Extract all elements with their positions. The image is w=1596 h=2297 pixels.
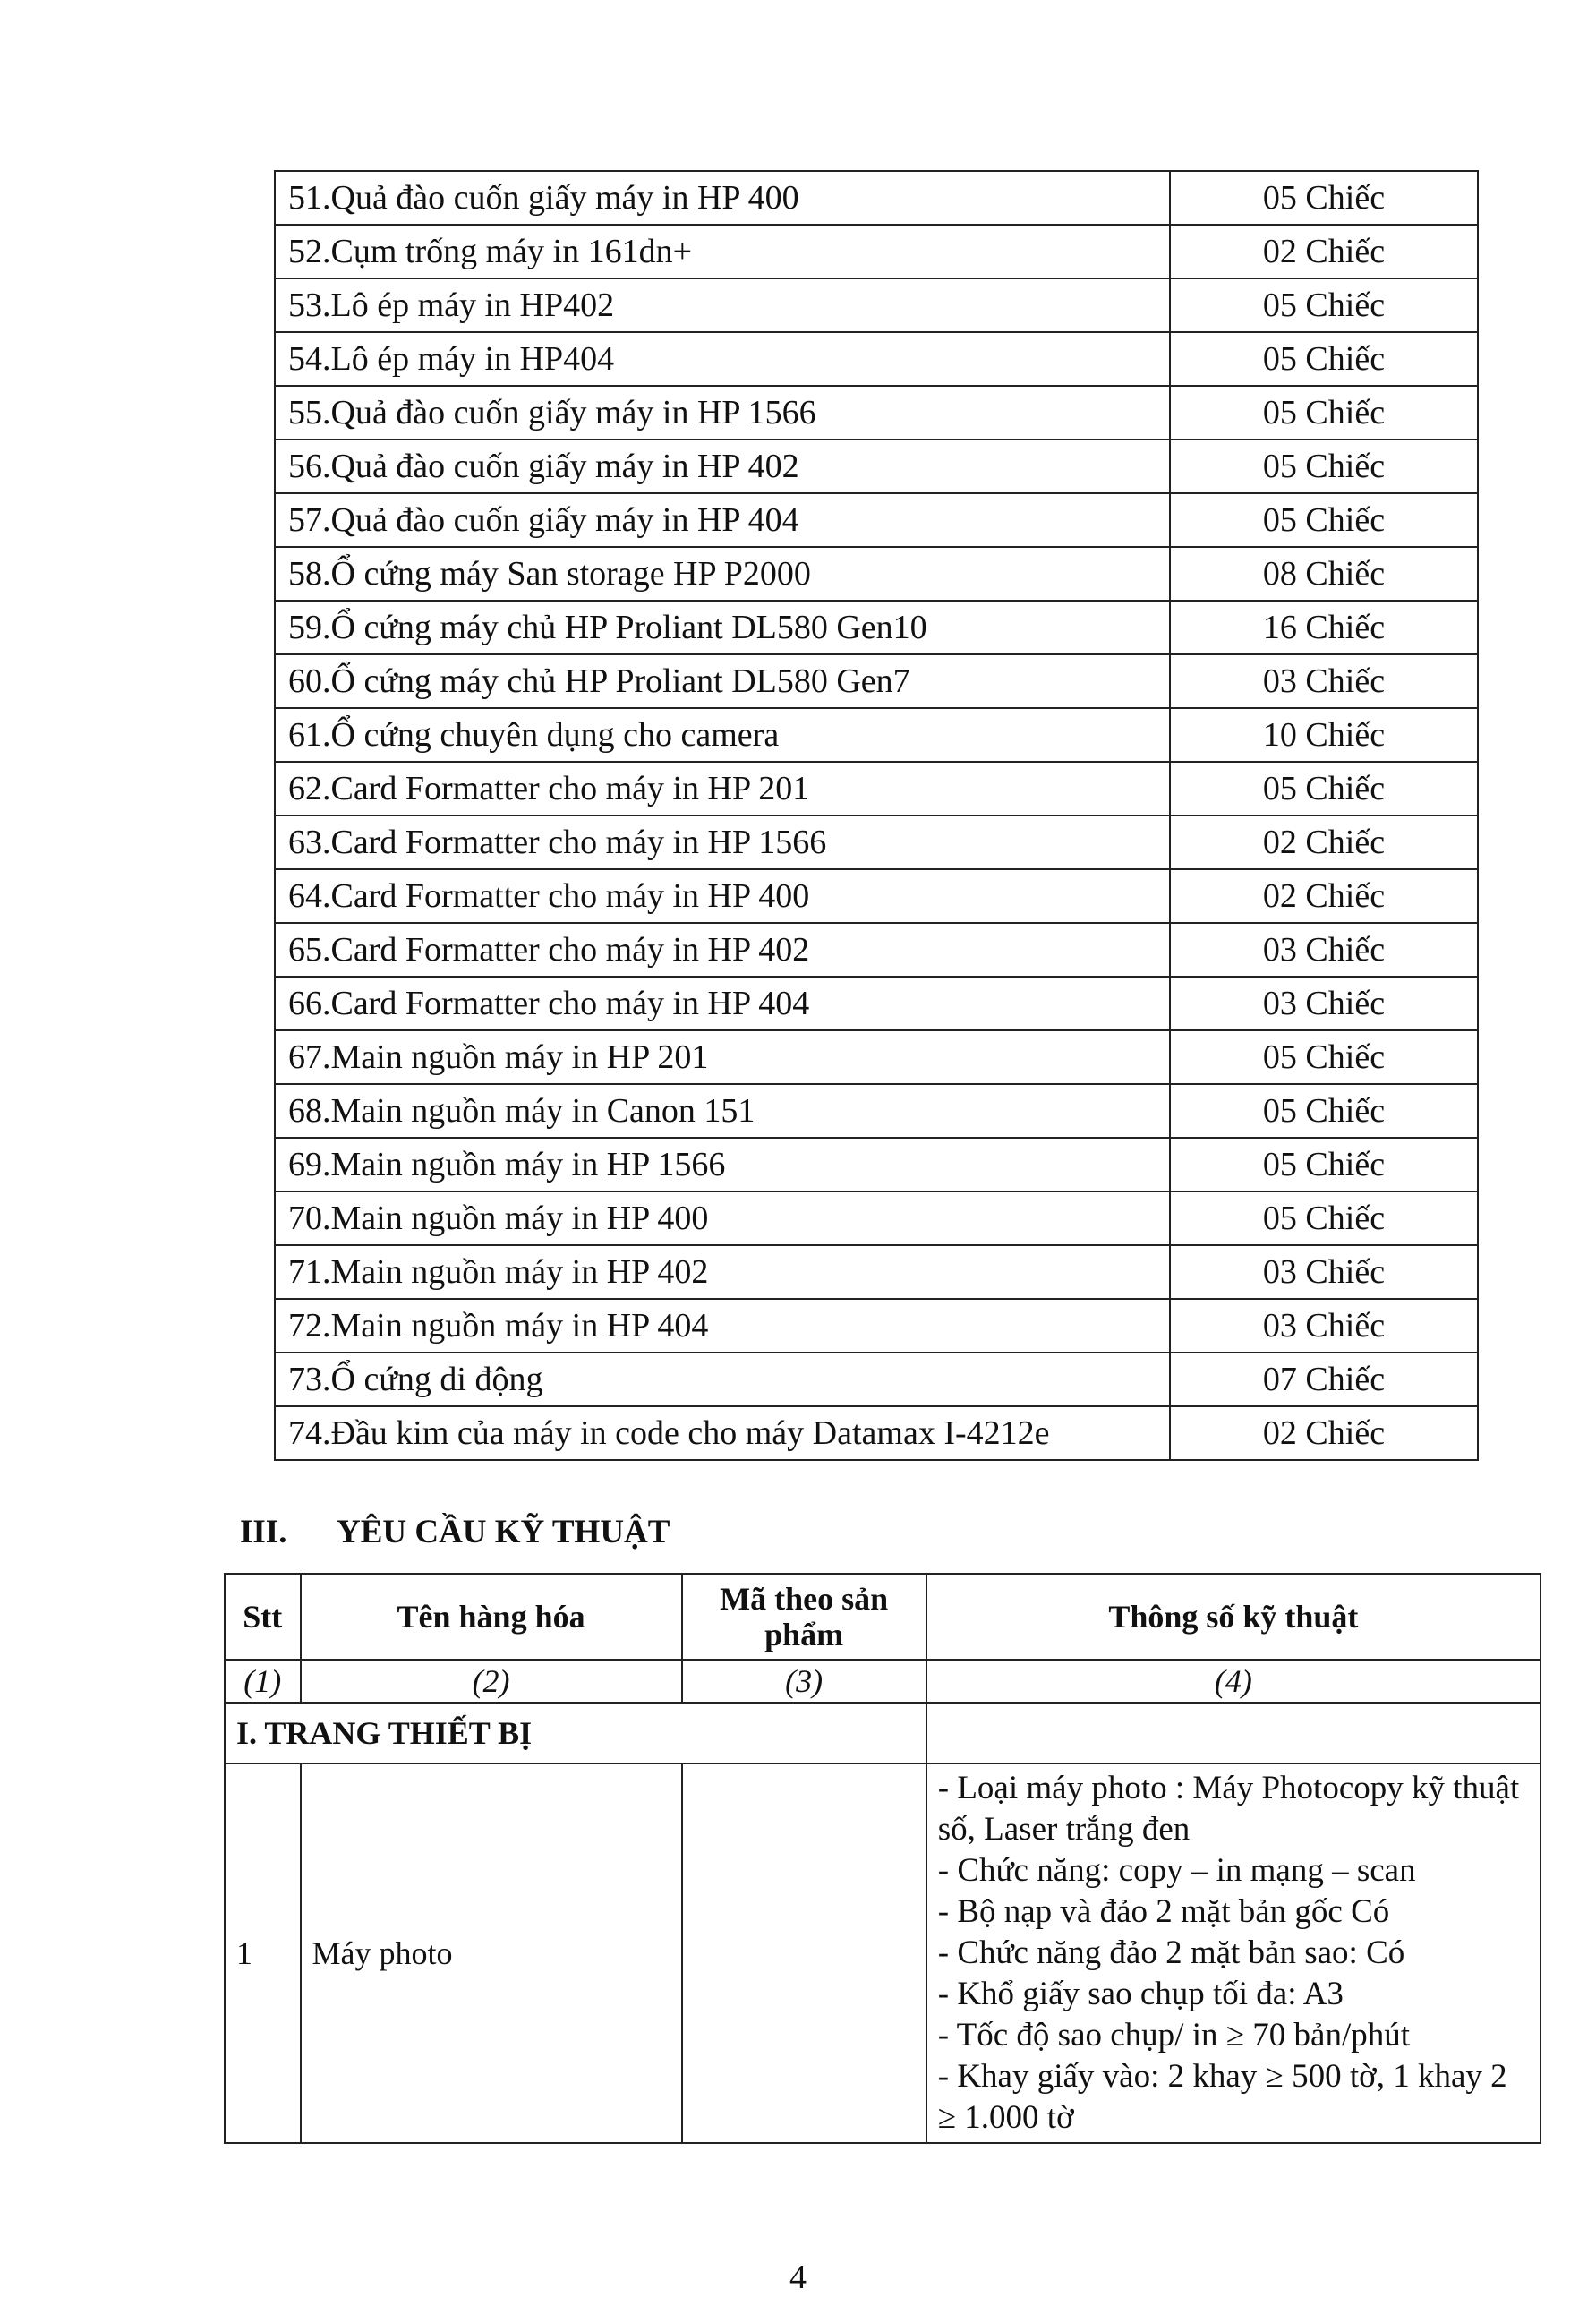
index-cell-1: (1) (225, 1660, 301, 1703)
spec-line: - Bộ nạp và đảo 2 mặt bản gốc Có (937, 1893, 1390, 1930)
spec-line: - Khổ giấy sao chụp tối đa: A3 (937, 1976, 1344, 2012)
item-name: 70.Main nguồn máy in HP 400 (275, 1191, 1170, 1245)
item-name: 54.Lô ép máy in HP404 (275, 332, 1170, 386)
item-name: 73.Ổ cứng di động (275, 1353, 1170, 1406)
item-row (275, 332, 1478, 386)
item-quantity: 02 Chiếc (1170, 1406, 1478, 1460)
item-name: 71.Main nguồn máy in HP 402 (275, 1245, 1170, 1299)
item-row (275, 762, 1478, 815)
item-quantity: 05 Chiếc (1170, 278, 1478, 332)
index-cell-3: (3) (682, 1660, 926, 1703)
item-row (275, 1406, 1478, 1460)
item-name: 53.Lô ép máy in HP402 (275, 278, 1170, 332)
item-quantity: 08 Chiếc (1170, 547, 1478, 601)
item-row (275, 708, 1478, 762)
spec-line: - Tốc độ sao chụp/ in ≥ 70 bản/phút (937, 2017, 1411, 2054)
technical-requirements-table (224, 1573, 1541, 2144)
section-number: III. (240, 1514, 287, 1550)
item-row (275, 1030, 1478, 1084)
item-name: 56.Quả đào cuốn giấy máy in HP 402 (275, 440, 1170, 493)
spec-line: - Khay giấy vào: 2 khay ≥ 500 tờ, 1 khay 2 ≥ 1.000 tờ (937, 2058, 1507, 2136)
item-quantity: 16 Chiếc (1170, 601, 1478, 654)
item-quantity: 05 Chiếc (1170, 440, 1478, 493)
spec-line: - Chức năng: copy – in mạng – scan (937, 1852, 1416, 1889)
item-row (275, 923, 1478, 977)
item-row (275, 1353, 1478, 1406)
item-name: 69.Main nguồn máy in HP 1566 (275, 1138, 1170, 1191)
index-cell-2: (2) (301, 1660, 682, 1703)
item-quantity: 05 Chiếc (1170, 762, 1478, 815)
item-row (275, 1245, 1478, 1299)
item-name: 51.Quả đào cuốn giấy máy in HP 400 (275, 171, 1170, 225)
item-row (275, 869, 1478, 923)
item-quantity: 02 Chiếc (1170, 869, 1478, 923)
item-quantity: 05 Chiếc (1170, 1138, 1478, 1191)
group-title: I. TRANG THIẾT BỊ (225, 1703, 926, 1763)
item-quantity: 03 Chiếc (1170, 654, 1478, 708)
spec-list (938, 1768, 1529, 2139)
item-quantity-table (274, 170, 1479, 1461)
item-name: 52.Cụm trống máy in 161dn+ (275, 225, 1170, 278)
header-product-code: Mã theo sản phẩm (682, 1574, 926, 1660)
item-name: 60.Ổ cứng máy chủ HP Proliant DL580 Gen7 (275, 654, 1170, 708)
row-product-code (682, 1763, 926, 2143)
section-title: YÊU CẦU KỸ THUẬT (337, 1514, 670, 1550)
item-quantity: 05 Chiếc (1170, 493, 1478, 547)
item-name: 72.Main nguồn máy in HP 404 (275, 1299, 1170, 1353)
item-quantity: 05 Chiếc (1170, 1030, 1478, 1084)
page-number: 4 (789, 2259, 807, 2296)
item-row (275, 815, 1478, 869)
item-quantity: 05 Chiếc (1170, 171, 1478, 225)
item-quantity: 05 Chiếc (1170, 1191, 1478, 1245)
item-quantity: 03 Chiếc (1170, 1245, 1478, 1299)
item-name: 62.Card Formatter cho máy in HP 201 (275, 762, 1170, 815)
item-name: 64.Card Formatter cho máy in HP 400 (275, 869, 1170, 923)
item-name: 65.Card Formatter cho máy in HP 402 (275, 923, 1170, 977)
row-specs-cell (926, 1763, 1541, 2143)
item-row (275, 493, 1478, 547)
item-quantity: 10 Chiếc (1170, 708, 1478, 762)
item-row (275, 547, 1478, 601)
row-stt: 1 (225, 1763, 301, 2143)
item-name: 59.Ổ cứng máy chủ HP Proliant DL580 Gen10 (275, 601, 1170, 654)
item-name: 58.Ổ cứng máy San storage HP P2000 (275, 547, 1170, 601)
item-row (275, 601, 1478, 654)
item-row (275, 171, 1478, 225)
group-empty-cell (926, 1703, 1541, 1763)
item-quantity: 05 Chiếc (1170, 332, 1478, 386)
spec-line: - Loại máy photo : Máy Photocopy kỹ thuật số, Laser trắng đen (937, 1770, 1520, 1848)
item-row (275, 1084, 1478, 1138)
item-row (275, 654, 1478, 708)
item-name: 57.Quả đào cuốn giấy máy in HP 404 (275, 493, 1170, 547)
item-row (275, 977, 1478, 1030)
item-quantity: 07 Chiếc (1170, 1353, 1478, 1406)
item-row (275, 1299, 1478, 1353)
item-row (275, 278, 1478, 332)
item-name: 67.Main nguồn máy in HP 201 (275, 1030, 1170, 1084)
index-cell-4: (4) (926, 1660, 1541, 1703)
item-quantity: 05 Chiếc (1170, 386, 1478, 440)
item-row (275, 225, 1478, 278)
header-stt: Stt (225, 1574, 301, 1660)
section-heading (240, 1513, 670, 1551)
spec-header-row (225, 1574, 1541, 1660)
spec-index-row (225, 1660, 1541, 1703)
header-item-name: Tên hàng hóa (301, 1574, 682, 1660)
item-name: 63.Card Formatter cho máy in HP 1566 (275, 815, 1170, 869)
item-name: 61.Ổ cứng chuyên dụng cho camera (275, 708, 1170, 762)
item-name: 66.Card Formatter cho máy in HP 404 (275, 977, 1170, 1030)
spec-group-row (225, 1703, 1541, 1763)
item-row (275, 386, 1478, 440)
item-quantity: 03 Chiếc (1170, 923, 1478, 977)
item-quantity-table-body (275, 171, 1478, 1460)
item-quantity: 03 Chiếc (1170, 1299, 1478, 1353)
spec-line: - Chức năng đảo 2 mặt bản sao: Có (937, 1934, 1405, 1971)
item-quantity: 02 Chiếc (1170, 225, 1478, 278)
item-row (275, 440, 1478, 493)
item-quantity: 02 Chiếc (1170, 815, 1478, 869)
header-technical-specs: Thông số kỹ thuật (926, 1574, 1541, 1660)
item-name: 74.Đầu kim của máy in code cho máy Datamax I-4212e (275, 1406, 1170, 1460)
item-row (275, 1191, 1478, 1245)
item-row (275, 1138, 1478, 1191)
item-name: 55.Quả đào cuốn giấy máy in HP 1566 (275, 386, 1170, 440)
item-name: 68.Main nguồn máy in Canon 151 (275, 1084, 1170, 1138)
row-item-name: Máy photo (301, 1763, 682, 2143)
item-quantity: 05 Chiếc (1170, 1084, 1478, 1138)
spec-data-row (225, 1763, 1541, 2143)
item-quantity: 03 Chiếc (1170, 977, 1478, 1030)
